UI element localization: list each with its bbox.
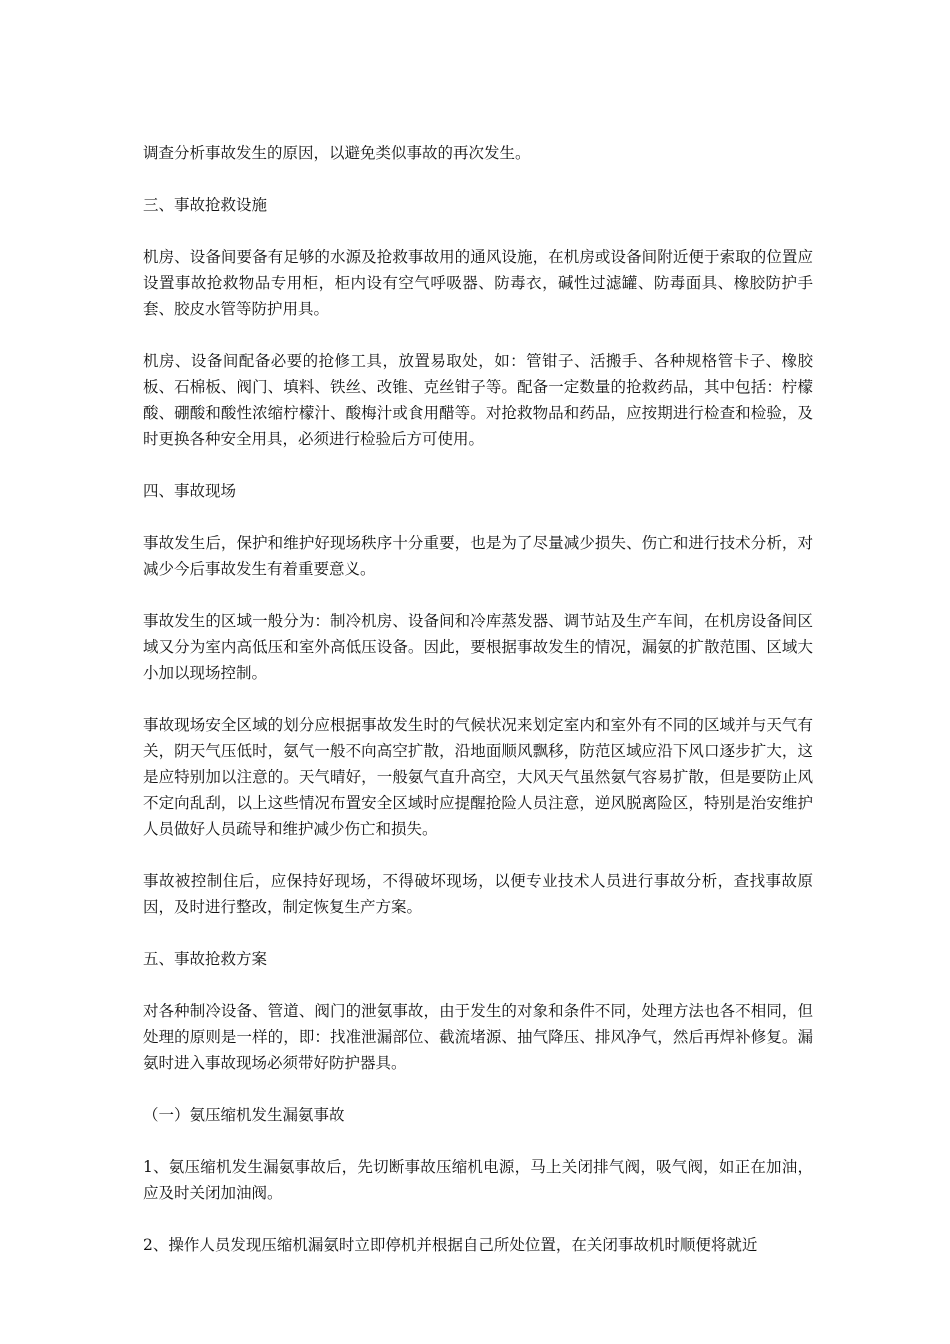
paragraph-safety-zones: 事故现场安全区域的划分应根据事故发生时的气候状况来划定室内和室外有不同的区域并与天气有关，阴天气压低时，氨气一般不向高空扩散，沿地面顺风飘移，防范区域应沿下风口逐步扩大，这是应特别加以注意的。天气晴好，一般氨气直升高空，大风天气虽然氨气容易扩散，但是要防止风不定向乱刮，以上这些情况布置安全区域时应提醒抢险人员注意，逆风脱离险区，特别是治安维护人员做好人员疏导和维护减少伤亡和损失。 (143, 716, 813, 838)
section-heading-rescue-plan: 五、事故抢救方案 (143, 950, 268, 968)
section-heading-accident-scene: 四、事故现场 (143, 482, 237, 500)
paragraph-scene-protection: 事故发生后，保护和维护好现场秩序十分重要，也是为了尽量减少损失、伤亡和进行技术分析，对减少今后事故发生有着重要意义。 (143, 534, 813, 578)
section-heading-rescue-facilities: 三、事故抢救设施 (143, 196, 268, 214)
paragraph-facilities-equipment: 机房、设备间要备有足够的水源及抢救事故用的通风设施，在机房或设备间附近便于索取的位置应设置事故抢救物品专用柜，柜内设有空气呼吸器、防毒衣，碱性过滤罐、防毒面具、橡胶防护手套、胶皮水管等防护用具。 (143, 248, 813, 318)
paragraph-repair-tools: 机房、设备间配备必要的抢修工具，放置易取处，如：管钳子、活搬手、各种规格管卡子、橡胶板、石棉板、阀门、填料、铁丝、改锥、克丝钳子等。配备一定数量的抢救药品，其中包括：柠檬酸、硼酸和酸性浓缩柠檬汁、酸梅汁或食用醋等。对抢救物品和药品，应按期进行检查和检验，及时更换各种安全用具，必须进行检验后方可使用。 (143, 352, 813, 448)
paragraph-investigation: 调查分析事故发生的原因，以避免类似事故的再次发生。 (143, 144, 531, 162)
paragraph-step-2: 2、操作人员发现压缩机漏氨时立即停机并根据自己所处位置，在关闭事故机时顺便将就近 (143, 1236, 758, 1254)
document-body (143, 140, 813, 1284)
subsection-heading-compressor-leak: （一）氨压缩机发生漏氨事故 (143, 1106, 345, 1124)
paragraph-leak-principles: 对各种制冷设备、管道、阀门的泄氨事故，由于发生的对象和条件不同，处理方法也各不相同，但处理的原则是一样的，即：找准泄漏部位、截流堵源、抽气降压、排风净气，然后再焊补修复。漏氨时进入事故现场必须带好防护器具。 (143, 1002, 813, 1072)
paragraph-after-control: 事故被控制住后，应保持好现场，不得破坏现场，以便专业技术人员进行事故分析，查找事故原因，及时进行整改，制定恢复生产方案。 (143, 872, 813, 916)
paragraph-step-1: 1、氨压缩机发生漏氨事故后，先切断事故压缩机电源，马上关闭排气阀，吸气阀，如正在加油，应及时关闭加油阀。 (143, 1158, 813, 1202)
paragraph-accident-areas: 事故发生的区域一般分为：制冷机房、设备间和冷库蒸发器、调节站及生产车间，在机房设备间区域又分为室内高低压和室外高低压设备。因此，要根据事故发生的情况，漏氨的扩散范围、区域大小加以现场控制。 (143, 612, 813, 682)
